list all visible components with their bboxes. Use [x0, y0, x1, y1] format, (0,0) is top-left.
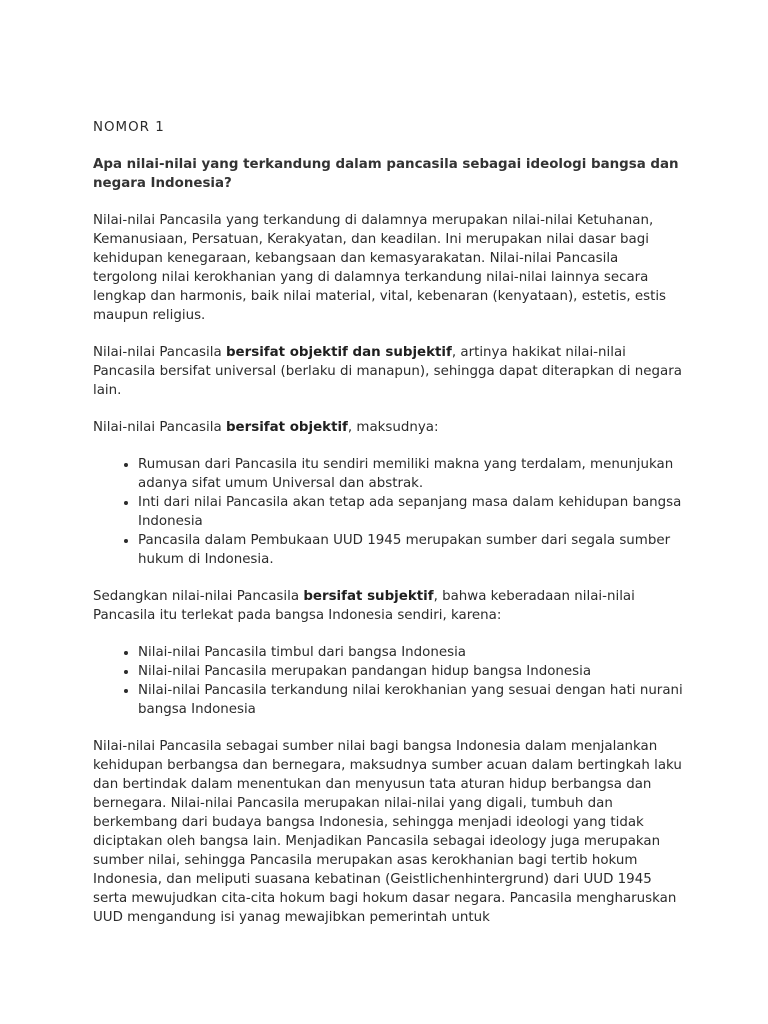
- bold-term: bersifat objektif dan subjektif: [225, 345, 452, 360]
- paragraph-objektif-subjektif: [93, 343, 683, 400]
- paragraph-text: Nilai-nilai Pancasila: [93, 420, 226, 435]
- bold-term: bersifat subjektif: [303, 589, 434, 604]
- paragraph-text: , artinya hakikat nilai-nilai Pancasila bersifat universal (berlaku di manapun), sehingga dapat diterapkan di negara lain.: [93, 345, 682, 398]
- paragraph-text: Sedangkan nilai-nilai Pancasila: [93, 589, 304, 604]
- list-item: • Nilai-nilai Pancasila terkandung nilai kerokhanian yang sesuai dengan hati nurani bangsa Indonesia: [138, 681, 683, 719]
- objektif-list: [93, 455, 683, 569]
- list-item: • Pancasila dalam Pembukaan UUD 1945 merupakan sumber dari segala sumber hukum di Indonesia.: [138, 531, 683, 569]
- paragraph-nilai-pancasila: Nilai-nilai Pancasila yang terkandung di dalamnya merupakan nilai-nilai Ketuhanan, Kemanusiaan, Persatuan, Kerakyatan, dan keadilan. Ini merupakan nilai dasar bagi kehidupan kenegaraan, kebangsaan dan kemasyarakatan. Nilai-nilai Pancasila tergolong nilai kerokhanian yang di dalamnya terkandung nilai-nilai lainnya secara lengkap dan harmonis, baik nilai material, vital, kebenaran (kenyataan), estetis, estis maupun religius.: [93, 213, 667, 323]
- section-heading: NOMOR 1: [93, 120, 165, 135]
- subjektif-list: [93, 643, 683, 719]
- document-body: [93, 118, 683, 945]
- paragraph-objektif-intro: [93, 418, 683, 437]
- list-item: • Rumusan dari Pancasila itu sendiri memiliki makna yang terdalam, menunjukan adanya sifat umum Universal dan abstrak.: [138, 455, 683, 493]
- question-text: Apa nilai-nilai yang terkandung dalam pancasila sebagai ideologi bangsa dan negara Indonesia?: [93, 157, 679, 191]
- bold-term: bersifat objektif: [225, 420, 348, 435]
- paragraph-text: , maksudnya:: [347, 420, 439, 435]
- paragraph-text: Nilai-nilai Pancasila: [93, 345, 226, 360]
- paragraph-subjektif-intro: [93, 587, 683, 625]
- list-item: • Nilai-nilai Pancasila merupakan pandangan hidup bangsa Indonesia: [138, 662, 683, 681]
- paragraph-text: , bahwa keberadaan nilai-nilai Pancasila itu terlekat pada bangsa Indonesia sendiri, karena:: [93, 589, 635, 623]
- list-item: • Inti dari nilai Pancasila akan tetap ada sepanjang masa dalam kehidupan bangsa Indonesia: [138, 493, 683, 531]
- paragraph-sumber-nilai: Nilai-nilai Pancasila sebagai sumber nilai bagi bangsa Indonesia dalam menjalankan kehidupan berbangsa dan bernegara, maksudnya sumber acuan dalam bertingkah laku dan bertindak dalam menentukan dan menyusun tata aturan hidup berbangsa dan bernegara. Nilai-nilai Pancasila merupakan nilai-nilai yang digali, tumbuh dan berkembang dari budaya bangsa Indonesia, sehingga menjadi ideologi yang tidak diciptakan oleh bangsa lain. Menjadikan Pancasila sebagai ideology juga merupakan sumber nilai, sehingga Pancasila merupakan asas kerokhanian bagi tertib hokum Indonesia, dan meliputi suasana kebatinan (Geistlichenhintergrund) dari UUD 1945 serta mewujudkan cita-cita hokum bagi hokum dasar negara. Pancasila mengharuskan UUD mengandung isi yanag mewajibkan pemerintah untuk: [93, 739, 682, 925]
- list-item: • Nilai-nilai Pancasila timbul dari bangsa Indonesia: [138, 643, 683, 662]
